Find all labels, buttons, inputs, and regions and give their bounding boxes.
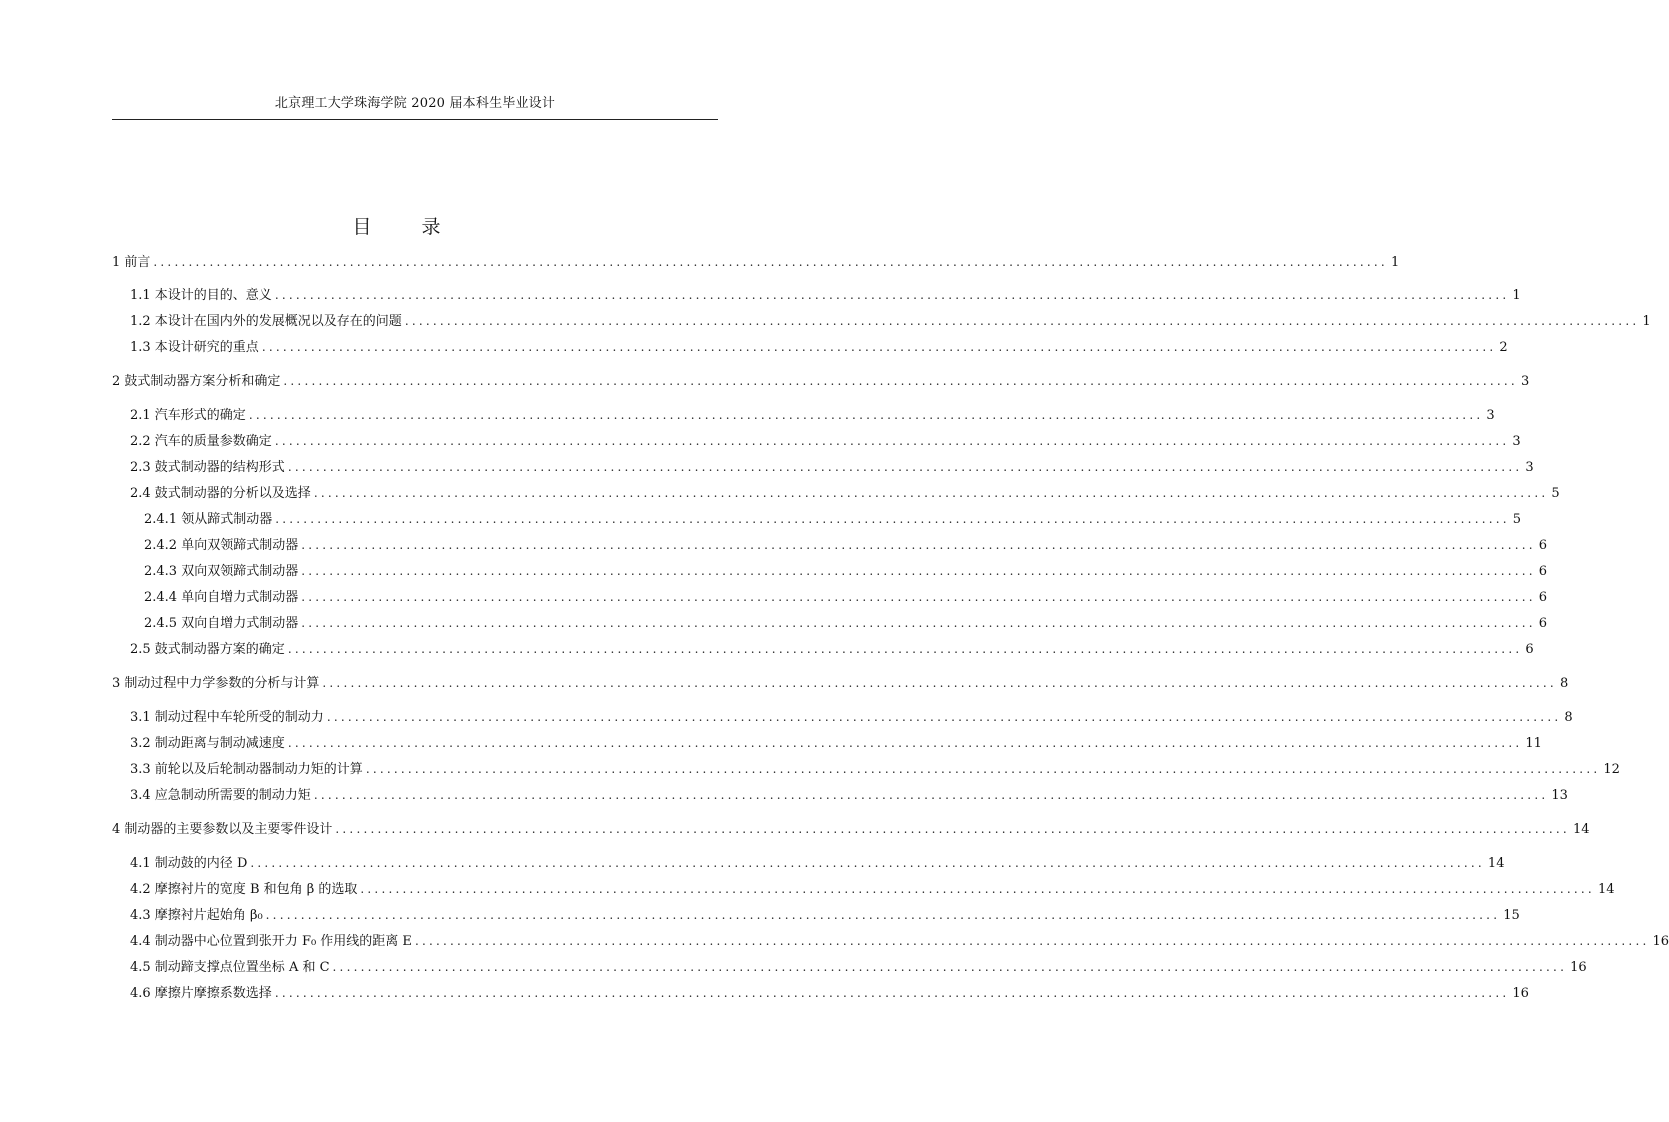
toc-entry-label: 2.4.4 单向自增力式制动器 xyxy=(144,590,299,605)
toc-entry-page-number: 1 xyxy=(1390,255,1400,270)
toc-dot-leader: ................................................................................................................................................................................ xyxy=(301,616,1536,630)
toc-entry-page-number: 5 xyxy=(1512,512,1522,527)
toc-entry-label: 2 鼓式制动器方案分析和确定 xyxy=(112,374,281,389)
toc-entry-label: 1 前言 xyxy=(112,255,151,270)
toc-entry[interactable] xyxy=(130,432,1521,451)
toc-dot-leader: ................................................................................................................................................................................ xyxy=(326,710,1562,724)
toc-entry-page-number: 8 xyxy=(1564,710,1573,725)
toc-entry[interactable] xyxy=(130,760,1620,779)
toc-dot-leader: ................................................................................................................................................................................ xyxy=(335,822,1570,836)
toc-entry[interactable] xyxy=(130,338,1508,357)
toc-entry[interactable] xyxy=(130,734,1542,753)
toc-entry[interactable] xyxy=(130,640,1534,659)
toc-entry-page-number: 5 xyxy=(1551,486,1560,501)
toc-dot-leader: ................................................................................................................................................................................ xyxy=(332,960,1568,974)
toc-dot-leader: ................................................................................................................................................................................ xyxy=(274,986,1510,1000)
toc-entry-label: 3.3 前轮以及后轮制动器制动力矩的计算 xyxy=(130,762,363,777)
running-header: 北京理工大学珠海学院 2020 届本科生毕业设计 xyxy=(274,96,556,111)
toc-dot-leader: ................................................................................................................................................................................ xyxy=(274,434,1510,448)
toc-entry-page-number: 3 xyxy=(1525,460,1534,475)
toc-dot-leader: ................................................................................................................................................................................ xyxy=(365,762,1601,776)
toc-dot-leader: ................................................................................................................................................................................ xyxy=(360,882,1595,896)
toc-entry[interactable] xyxy=(130,708,1573,727)
toc-entry[interactable] xyxy=(130,984,1529,1003)
toc-entry[interactable] xyxy=(130,880,1615,899)
toc-entry-label: 4.1 制动鼓的内径 D xyxy=(130,856,248,871)
toc-entry-label: 2.4.2 单向双领蹄式制动器 xyxy=(144,538,299,553)
toc-entry[interactable] xyxy=(112,820,1590,839)
toc-dot-leader: ................................................................................................................................................................................ xyxy=(287,736,1523,750)
toc-entry[interactable] xyxy=(130,406,1495,425)
toc-entry[interactable] xyxy=(130,932,1669,951)
toc-entry-page-number: 16 xyxy=(1652,934,1669,949)
toc-entry-label: 4 制动器的主要参数以及主要零件设计 xyxy=(112,822,333,837)
toc-entry-page-number: 14 xyxy=(1572,822,1590,837)
toc-entry[interactable] xyxy=(144,562,1548,581)
header-rule xyxy=(112,119,718,120)
toc-entry[interactable] xyxy=(130,312,1651,331)
toc-entry-page-number: 3 xyxy=(1512,434,1521,449)
toc-entry-label: 4.6 摩擦片摩擦系数选择 xyxy=(130,986,272,1001)
toc-entry[interactable] xyxy=(144,588,1548,607)
toc-dot-leader: ................................................................................................................................................................................ xyxy=(153,255,1388,269)
toc-entry[interactable] xyxy=(130,484,1560,503)
toc-entry-label: 4.4 制动器中心位置到张开力 F₀ 作用线的距离 E xyxy=(130,934,412,949)
toc-entry-label: 2.3 鼓式制动器的结构形式 xyxy=(130,460,285,475)
toc-entry-label: 3.1 制动过程中车轮所受的制动力 xyxy=(130,710,324,725)
toc-dot-leader: ................................................................................................................................................................................ xyxy=(275,512,1510,526)
toc-entry-page-number: 6 xyxy=(1538,616,1548,631)
toc-dot-leader: ................................................................................................................................................................................ xyxy=(301,564,1536,578)
toc-entry-page-number: 13 xyxy=(1551,788,1568,803)
toc-entry-page-number: 3 xyxy=(1486,408,1495,423)
toc-entry-label: 2.4.1 领从蹄式制动器 xyxy=(144,512,273,527)
toc-entry-label: 4.5 制动蹄支撑点位置坐标 A 和 C xyxy=(130,960,330,975)
toc-dot-leader: ................................................................................................................................................................................ xyxy=(287,642,1523,656)
toc-entry-label: 4.2 摩擦衬片的宽度 B 和包角 β 的选取 xyxy=(130,882,358,897)
toc-dot-leader: ................................................................................................................................................................................ xyxy=(265,908,1501,922)
toc-dot-leader: ................................................................................................................................................................................ xyxy=(404,314,1640,328)
toc-entry-label: 2.5 鼓式制动器方案的确定 xyxy=(130,642,285,657)
toc-entry[interactable] xyxy=(130,286,1521,305)
toc-dot-leader: ................................................................................................................................................................................ xyxy=(274,288,1510,302)
toc-entry-page-number: 1 xyxy=(1642,314,1651,329)
toc-entry-label: 2.2 汽车的质量参数确定 xyxy=(130,434,272,449)
toc-entry[interactable] xyxy=(144,536,1548,555)
toc-entry[interactable] xyxy=(130,906,1520,925)
toc-entry-page-number: 6 xyxy=(1525,642,1534,657)
toc-entry-page-number: 8 xyxy=(1559,676,1569,691)
toc-dot-leader: ................................................................................................................................................................................ xyxy=(313,486,1549,500)
toc-dot-leader: ................................................................................................................................................................................ xyxy=(261,340,1497,354)
toc-entry-label: 2.4.5 双向自增力式制动器 xyxy=(144,616,299,631)
toc-entry-page-number: 6 xyxy=(1538,590,1548,605)
toc-entry-page-number: 12 xyxy=(1603,762,1620,777)
toc-entry-label: 2.1 汽车形式的确定 xyxy=(130,408,246,423)
toc-entry-label: 2.4 鼓式制动器的分析以及选择 xyxy=(130,486,311,501)
toc-entry[interactable] xyxy=(130,854,1505,873)
toc-entry-page-number: 3 xyxy=(1520,374,1530,389)
toc-entry[interactable] xyxy=(112,253,1400,272)
toc-entry-label: 3 制动过程中力学参数的分析与计算 xyxy=(112,676,320,691)
toc-entry-label: 2.4.3 双向双领蹄式制动器 xyxy=(144,564,299,579)
toc-title: 目 录 xyxy=(352,216,463,238)
toc-entry-page-number: 14 xyxy=(1487,856,1505,871)
toc-dot-leader: ................................................................................................................................................................................ xyxy=(414,934,1650,948)
toc-entry-page-number: 16 xyxy=(1570,960,1587,975)
toc-entry[interactable] xyxy=(130,786,1568,805)
toc-entry-page-number: 1 xyxy=(1512,288,1521,303)
toc-entry[interactable] xyxy=(112,674,1569,693)
toc-dot-leader: ................................................................................................................................................................................ xyxy=(283,374,1518,388)
toc-dot-leader: ................................................................................................................................................................................ xyxy=(287,460,1523,474)
toc-entry-page-number: 15 xyxy=(1503,908,1520,923)
toc-entry-page-number: 14 xyxy=(1597,882,1615,897)
toc-entry[interactable] xyxy=(144,614,1548,633)
toc-dot-leader: ................................................................................................................................................................................ xyxy=(248,408,1484,422)
toc-entry-page-number: 11 xyxy=(1525,736,1542,751)
toc-entry-label: 3.2 制动距离与制动减速度 xyxy=(130,736,285,751)
toc-dot-leader: ................................................................................................................................................................................ xyxy=(301,538,1536,552)
toc-entry-label: 3.4 应急制动所需要的制动力矩 xyxy=(130,788,311,803)
toc-dot-leader: ................................................................................................................................................................................ xyxy=(301,590,1536,604)
toc-entry-page-number: 2 xyxy=(1499,340,1508,355)
toc-entry[interactable] xyxy=(112,372,1530,391)
toc-entry-page-number: 6 xyxy=(1538,564,1548,579)
toc-entry-label: 1.2 本设计在国内外的发展概况以及存在的问题 xyxy=(130,314,402,329)
toc-entry-label: 1.3 本设计研究的重点 xyxy=(130,340,259,355)
toc-dot-leader: ................................................................................................................................................................................ xyxy=(250,856,1485,870)
toc-dot-leader: ................................................................................................................................................................................ xyxy=(322,676,1557,690)
toc-entry-label: 4.3 摩擦衬片起始角 β₀ xyxy=(130,908,263,923)
toc-dot-leader: ................................................................................................................................................................................ xyxy=(313,788,1549,802)
toc-entry-page-number: 16 xyxy=(1512,986,1529,1001)
toc-entry[interactable] xyxy=(144,510,1522,529)
toc-entry-page-number: 6 xyxy=(1538,538,1548,553)
toc-entry[interactable] xyxy=(130,958,1587,977)
toc-entry[interactable] xyxy=(130,458,1534,477)
toc-entry-label: 1.1 本设计的目的、意义 xyxy=(130,288,272,303)
